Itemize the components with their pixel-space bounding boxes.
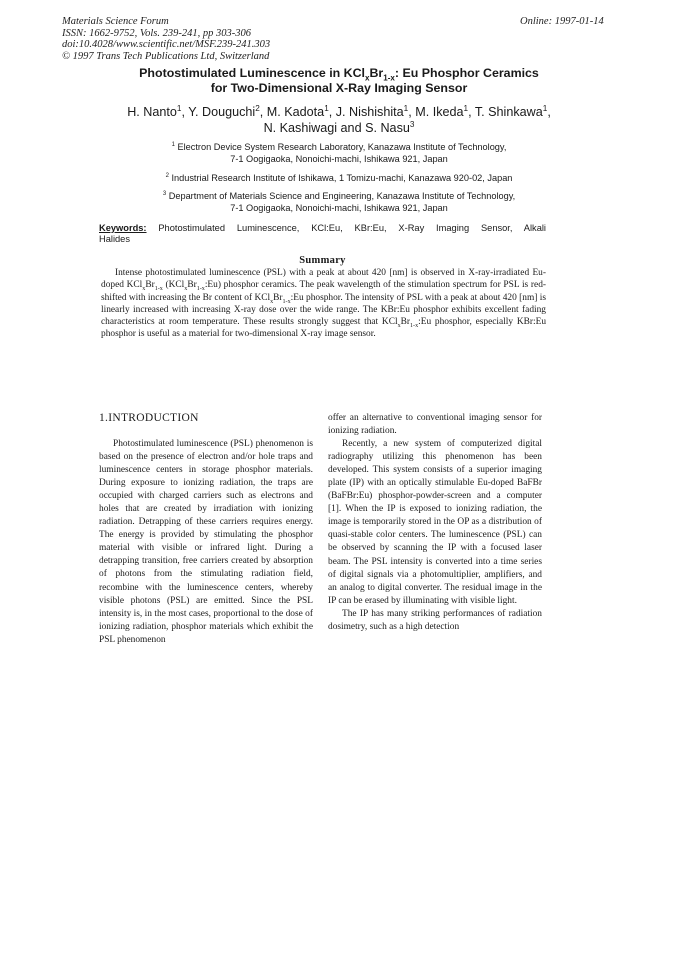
author-name: H. Nanto <box>127 105 177 119</box>
author-name: M. Ikeda <box>415 105 464 119</box>
online-date: Online: 1997-01-14 <box>520 16 604 27</box>
author-sup: 1 <box>324 103 329 113</box>
author-sup: 2 <box>255 103 260 113</box>
author-sup: 1 <box>403 103 409 113</box>
summary-sub: x <box>397 323 401 330</box>
author-name: M. Kadota <box>266 105 325 119</box>
paragraph: Photostimulated luminescence (PSL) phenomenon is based on the presence of electron and/or hole traps and luminescence centers in storage phosphor materials. During exposure to ionizing radiation, the traps are occupied with charged carriers such as electrons and holes that are created by irradiation with ionizing radiation. Detrapping of these carriers requires energy. The energy is provided by stimulating the phosphor material with visible or infrared light. During a detrapping transition, free carriers created by absorption of photons from the stimulating radiation field, recombine with the luminescence centers, whereby visible photons (PSL) are emitted. Since the PSL intensity is, in the most cases, proportional to the dose of ionizing radiation, phosphor materials which exhibit the PSL phenomenon <box>99 439 313 645</box>
title-sub-1x: 1-x <box>383 73 395 83</box>
paper-title <box>40 66 638 95</box>
intro-right-column <box>328 412 542 634</box>
summary-seg: Br <box>273 292 283 303</box>
title-part-1: Photostimulated Luminescence in KCl <box>139 66 365 80</box>
author-sup: 1 <box>463 103 469 113</box>
author-sup: 1 <box>176 103 182 113</box>
author-name: T. Shinkawa <box>474 105 543 119</box>
paragraph: offer an alternative to conventional imaging sensor for ionizing radiation. <box>328 413 542 437</box>
affiliation-num: 2 <box>165 172 169 179</box>
author-list: H. Nanto$^1$, Y. Douguchi$^2$, M. Kadota$^1$, J. Nishishita$^1$, M. Ikeda$^1$, T. Shinkawa$^1$, N. Kashiwagi and S. Nasu$^3$ <box>127 103 551 135</box>
issn-line: ISSN: 1662-9752, Vols. 239-241, pp 303-306 <box>62 27 251 39</box>
author-name: J. Nishishita <box>335 105 404 119</box>
doi-line: doi:10.4028/www.scientific.net/MSF.239-241.303 <box>62 39 271 50</box>
affiliation-2 <box>60 172 618 184</box>
summary-heading: Summary <box>299 255 346 266</box>
affiliation-line: 7-1 Oogigaoka, Nonoichi-machi, Ishikawa 921, Japan <box>230 154 448 164</box>
summary-sub: 1-x <box>196 286 205 293</box>
summary-seg: Br <box>145 280 155 291</box>
summary-sub: 1-x <box>282 298 291 305</box>
affiliation-line: 7-1 Oogigaoka, Nonoichi-machi, Ishikawa 921, Japan <box>230 203 448 213</box>
affiliation-num: 3 <box>162 190 167 197</box>
journal-name: Materials Science Forum <box>62 16 169 27</box>
keywords-label: Keywords: <box>99 223 147 233</box>
affiliation-1 <box>60 141 618 165</box>
title-part-2: Br <box>369 66 384 80</box>
summary-sub: x <box>184 286 188 293</box>
summary-text <box>101 267 546 341</box>
affiliation-line: Industrial Research Institute of Ishikawa, 1 Tomizu-machi, Kanazawa 920-02, Japan <box>171 173 513 183</box>
author-sup: 1 <box>542 103 548 113</box>
affiliation-line: Department of Materials Science and Engineering, Kanazawa Institute of Technology, <box>168 191 516 201</box>
author-name: Y. Douguchi <box>188 105 256 119</box>
author-name: N. Kashiwagi and S. Nasu <box>263 121 410 135</box>
title-line-2: for Two-Dimensional X-Ray Imaging Sensor <box>210 80 468 95</box>
summary-seg: Br <box>187 280 197 291</box>
section-heading-introduction: 1.INTRODUCTION <box>99 412 199 424</box>
summary-sub: 1-x <box>410 323 419 330</box>
title-part-3: : Eu Phosphor Ceramics <box>394 66 539 80</box>
summary-sub: x <box>142 286 146 293</box>
summary-sub: x <box>270 298 274 305</box>
author-sup: 3 <box>409 119 415 129</box>
summary-seg: :Eu phosphor. The intensity of PSL with a peak at about 420 [nm] is linearly increased with increasing X-ray dose over the wide range. The KBr:Eu phosphor exhibits excellent fading characteristics at room temperature. These results strongly suggest that KCl <box>101 292 546 328</box>
keywords-text-2: Halides <box>99 234 131 244</box>
keywords-text: Photostimulated Luminescence, KCl:Eu, KBr:Eu, X-Ray Imaging Sensor, Alkali <box>158 223 546 233</box>
paragraph: Recently, a new system of computerized digital radiography utilizing this phenomenon has been developed. This system consists of a superior imaging plate (IP) with an optically stimulable Eu-doped BaFBr (BaFBr:Eu) phosphor-powder-screen and a computer [1]. When the IP is exposed to ionizing radiation, the image is temporarily stored in the OP as a distribution of quasi-stable color centers. The luminescence (PSL) can be observed by scanning the IP with a focused laser beam. The PSL intensity is converted into a time series of digital signals via a photomultiplier, amplifiers, and an analog to digital converter. The residual image in the IP can be erased by illuminating with visible light. <box>328 439 542 606</box>
summary-seg: Intense photostimulated luminescence (PSL) with a peak at about 420 [nm] is observed in X-ray-irradiated Eu-doped KCl <box>101 268 546 291</box>
paragraph: The IP has many striking performances of radiation dosimetry, such as a high detection <box>328 608 542 632</box>
title-sub-x: x <box>365 73 370 83</box>
summary-sub: 1-x <box>154 286 163 293</box>
summary-seg: Br <box>400 317 410 328</box>
affiliation-line: Electron Device System Research Laboratory, Kanazawa Institute of Technology, <box>177 142 507 152</box>
summary-seg: :Eu) phosphor ceramics. The peak wavelength of the stimulation spectrum for PSL is red-shifted with increasing the Br content of KCl <box>101 280 547 303</box>
affiliation-3 <box>60 190 618 214</box>
copyright-line: © 1997 Trans Tech Publications Ltd, Switzerland <box>62 50 270 62</box>
affiliation-num: 1 <box>171 141 175 148</box>
intro-left-column <box>99 438 313 647</box>
summary-seg: (KCl <box>162 280 185 291</box>
keywords <box>99 223 546 234</box>
summary-seg: :Eu phosphor, especially KBr:Eu phosphor is useful as a material for two-dimensional X-ray image sensor. <box>101 317 547 340</box>
journal-header <box>62 16 270 62</box>
